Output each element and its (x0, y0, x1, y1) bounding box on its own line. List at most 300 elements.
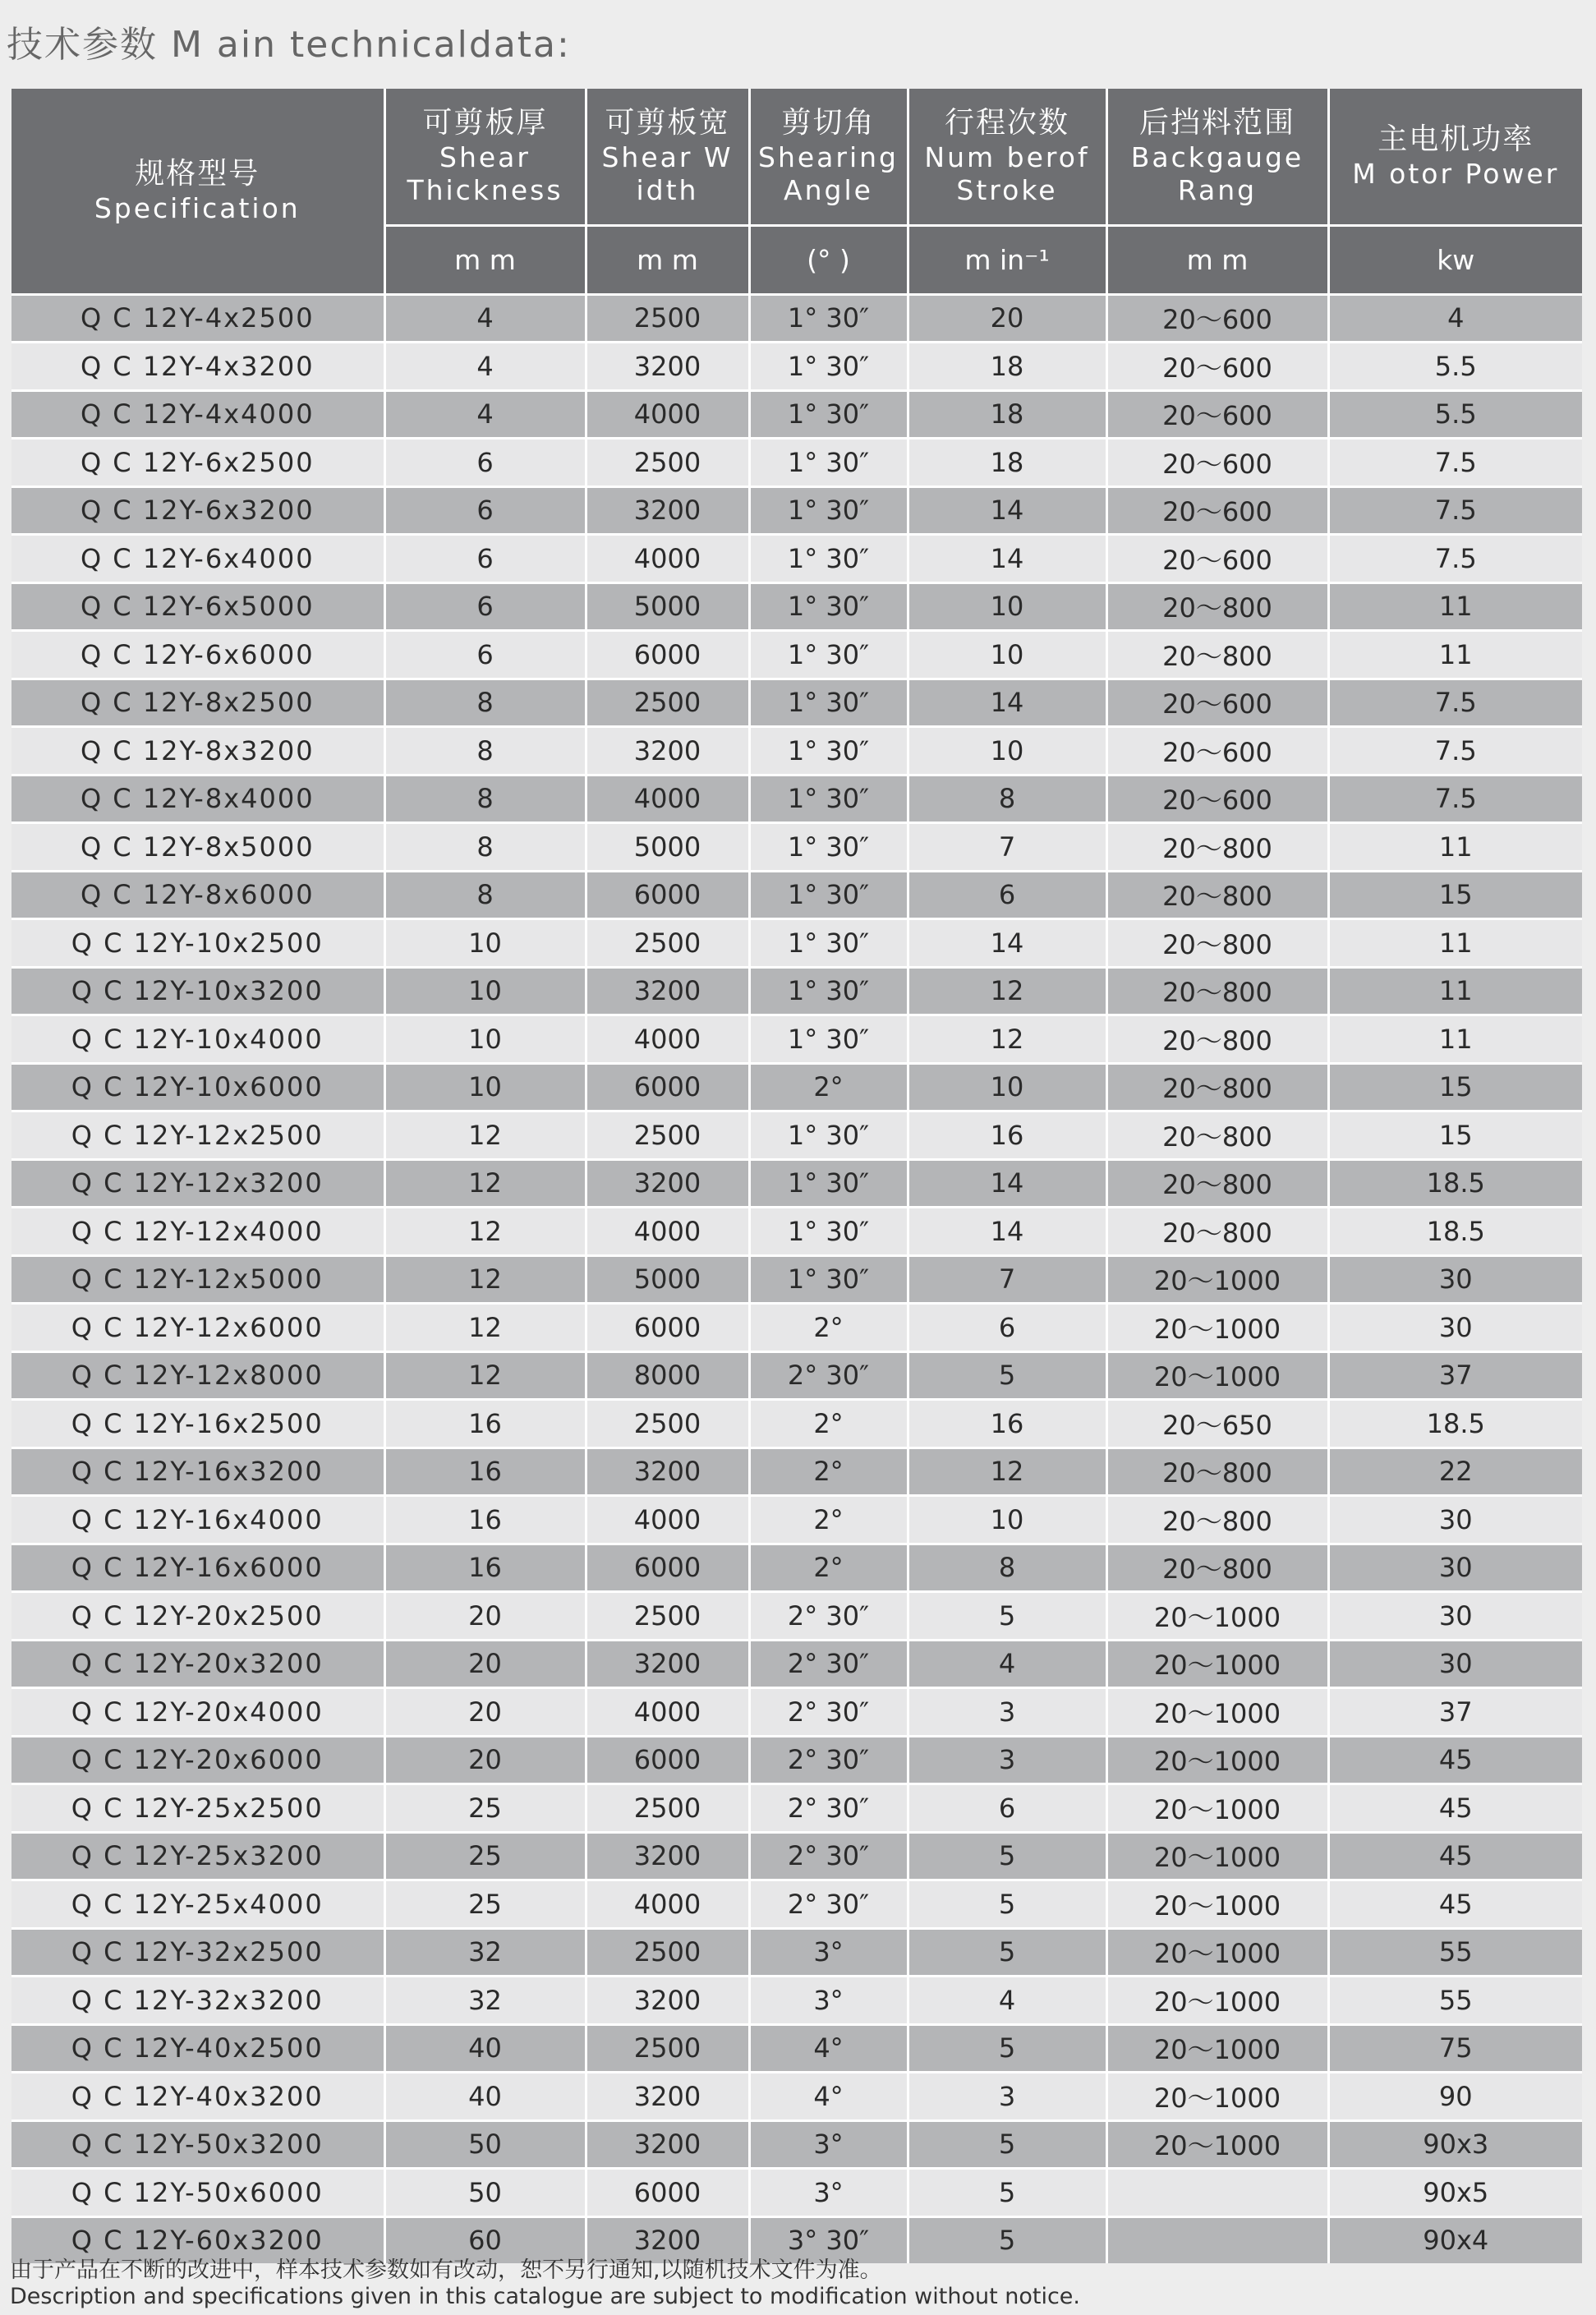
cell-number-of-stroke: 14 (908, 679, 1106, 727)
cell-shear-thickness: 6 (384, 582, 586, 631)
header-specification (11, 89, 384, 294)
unit-number-of-stroke: m in⁻¹ (908, 225, 1106, 294)
cell-shear-width: 4000 (586, 1496, 749, 1544)
table-row (11, 1255, 1582, 1304)
cell-shear-thickness: 32 (384, 1977, 586, 2025)
cell-motor-power: 30 (1328, 1496, 1582, 1544)
cell-shear-width: 2500 (586, 679, 749, 727)
cell-backgauge-range: 20～1000 (1106, 1304, 1328, 1352)
cell-number-of-stroke: 10 (908, 631, 1106, 679)
cell-motor-power: 11 (1328, 631, 1582, 679)
cell-motor-power: 45 (1328, 1736, 1582, 1784)
cell-motor-power: 7.5 (1328, 439, 1582, 487)
cell-number-of-stroke: 16 (908, 1400, 1106, 1448)
cell-backgauge-range: 20～1000 (1106, 1880, 1328, 1929)
cell-shearing-angle: 3° (749, 1977, 908, 2025)
cell-motor-power: 90x5 (1328, 2169, 1582, 2217)
cell-number-of-stroke: 14 (908, 1208, 1106, 1256)
cell-shearing-angle: 3° 30″ (749, 2216, 908, 2263)
cell-number-of-stroke: 14 (908, 919, 1106, 968)
cell-specification: Q C 12Y-8x6000 (11, 871, 384, 919)
cell-specification: Q C 12Y-10x4000 (11, 1015, 384, 1064)
table-row (11, 1977, 1582, 2025)
cell-specification: Q C 12Y-32x3200 (11, 1977, 384, 2025)
cell-motor-power: 7.5 (1328, 535, 1582, 583)
cell-backgauge-range: 20～600 (1106, 390, 1328, 439)
cell-number-of-stroke: 5 (908, 2216, 1106, 2263)
cell-shear-width: 3200 (586, 2120, 749, 2169)
cell-motor-power: 18.5 (1328, 1208, 1582, 1256)
cell-number-of-stroke: 20 (908, 294, 1106, 343)
cell-shearing-angle: 1° 30″ (749, 1208, 908, 1256)
cell-number-of-stroke: 5 (908, 2024, 1106, 2073)
footer-notice-en: Description and specifications given in this catalogue are subject to modification without notice. (10, 2284, 1081, 2309)
cell-shear-thickness: 16 (384, 1447, 586, 1496)
cell-motor-power: 22 (1328, 1447, 1582, 1496)
cell-backgauge-range: 20～1000 (1106, 2120, 1328, 2169)
cell-shear-width: 3200 (586, 2216, 749, 2263)
cell-motor-power: 5.5 (1328, 343, 1582, 391)
cell-shear-width: 3200 (586, 1447, 749, 1496)
cell-backgauge-range: 20～600 (1106, 294, 1328, 343)
technical-data-table (11, 89, 1582, 2263)
cell-shear-thickness: 16 (384, 1496, 586, 1544)
table-row (11, 1544, 1582, 1592)
cell-backgauge-range: 20～800 (1106, 967, 1328, 1015)
cell-specification: Q C 12Y-6x3200 (11, 486, 384, 535)
cell-number-of-stroke: 3 (908, 2073, 1106, 2121)
cell-specification: Q C 12Y-20x3200 (11, 1640, 384, 1688)
cell-shearing-angle: 2° 30″ (749, 1880, 908, 1929)
cell-shearing-angle: 2° (749, 1447, 908, 1496)
header-label-en: M otor Power (1352, 158, 1560, 191)
cell-shear-width: 4000 (586, 1880, 749, 1929)
cell-motor-power: 11 (1328, 967, 1582, 1015)
cell-backgauge-range: 20～1000 (1106, 1351, 1328, 1400)
cell-number-of-stroke: 7 (908, 1255, 1106, 1304)
cell-shear-thickness: 16 (384, 1400, 586, 1448)
table-row (11, 1111, 1582, 1160)
cell-motor-power: 37 (1328, 1688, 1582, 1737)
cell-shearing-angle: 2° (749, 1304, 908, 1352)
header-shear-thickness (384, 89, 586, 225)
cell-shear-thickness: 25 (384, 1880, 586, 1929)
cell-motor-power: 15 (1328, 1111, 1582, 1160)
cell-shear-thickness: 50 (384, 2169, 586, 2217)
cell-number-of-stroke: 18 (908, 390, 1106, 439)
cell-number-of-stroke: 12 (908, 1015, 1106, 1064)
table-row (11, 1496, 1582, 1544)
table-row (11, 727, 1582, 776)
cell-shearing-angle: 1° 30″ (749, 1255, 908, 1304)
cell-shearing-angle: 1° 30″ (749, 1015, 908, 1064)
cell-backgauge-range: 20～1000 (1106, 2024, 1328, 2073)
cell-specification: Q C 12Y-40x3200 (11, 2073, 384, 2121)
cell-number-of-stroke: 12 (908, 1447, 1106, 1496)
cell-shear-thickness: 10 (384, 1063, 586, 1111)
table-row (11, 1688, 1582, 1737)
cell-shearing-angle: 1° 30″ (749, 582, 908, 631)
cell-number-of-stroke: 5 (908, 1928, 1106, 1977)
cell-specification: Q C 12Y-16x2500 (11, 1400, 384, 1448)
cell-specification: Q C 12Y-10x2500 (11, 919, 384, 968)
cell-shear-width: 2500 (586, 919, 749, 968)
cell-specification: Q C 12Y-12x6000 (11, 1304, 384, 1352)
table-row (11, 1592, 1582, 1641)
cell-number-of-stroke: 8 (908, 1544, 1106, 1592)
cell-motor-power: 11 (1328, 1015, 1582, 1064)
cell-shear-width: 2500 (586, 2024, 749, 2073)
cell-shear-thickness: 8 (384, 679, 586, 727)
cell-specification: Q C 12Y-50x3200 (11, 2120, 384, 2169)
unit-shearing-angle: (° ) (749, 225, 908, 294)
cell-shear-width: 5000 (586, 1255, 749, 1304)
cell-shear-thickness: 60 (384, 2216, 586, 2263)
cell-shear-thickness: 40 (384, 2024, 586, 2073)
cell-shearing-angle: 1° 30″ (749, 1159, 908, 1208)
cell-shear-width: 3200 (586, 486, 749, 535)
cell-shear-width: 6000 (586, 871, 749, 919)
cell-shear-width: 4000 (586, 1688, 749, 1737)
cell-shear-width: 3200 (586, 1832, 749, 1880)
header-label-cn: 后挡料范围 (1138, 106, 1295, 140)
cell-backgauge-range: 20～800 (1106, 1159, 1328, 1208)
cell-motor-power: 90x4 (1328, 2216, 1582, 2263)
header-label-cn: 可剪板宽 (605, 106, 730, 140)
cell-shear-thickness: 6 (384, 486, 586, 535)
cell-shearing-angle: 1° 30″ (749, 1111, 908, 1160)
cell-number-of-stroke: 5 (908, 1880, 1106, 1929)
cell-specification: Q C 12Y-12x3200 (11, 1159, 384, 1208)
cell-backgauge-range: 20～600 (1106, 775, 1328, 823)
cell-specification: Q C 12Y-25x3200 (11, 1832, 384, 1880)
cell-number-of-stroke: 5 (908, 1592, 1106, 1641)
cell-shearing-angle: 2° 30″ (749, 1736, 908, 1784)
cell-backgauge-range: 20～800 (1106, 1015, 1328, 1064)
cell-shearing-angle: 2° (749, 1544, 908, 1592)
cell-motor-power: 5.5 (1328, 390, 1582, 439)
cell-shear-thickness: 12 (384, 1255, 586, 1304)
cell-shear-thickness: 8 (384, 871, 586, 919)
table-row (11, 679, 1582, 727)
header-label-cn: 规格型号 (135, 157, 260, 191)
cell-backgauge-range: 20～1000 (1106, 1255, 1328, 1304)
cell-shear-width: 2500 (586, 294, 749, 343)
cell-number-of-stroke: 6 (908, 1304, 1106, 1352)
cell-shear-width: 6000 (586, 1544, 749, 1592)
cell-motor-power: 4 (1328, 294, 1582, 343)
cell-specification: Q C 12Y-6x4000 (11, 535, 384, 583)
cell-backgauge-range: 20～1000 (1106, 1784, 1328, 1833)
cell-number-of-stroke: 3 (908, 1688, 1106, 1737)
cell-backgauge-range: 20～800 (1106, 1063, 1328, 1111)
cell-backgauge-range: 20～800 (1106, 1208, 1328, 1256)
table-row (11, 2073, 1582, 2121)
footer-notice-cn: 由于产品在不断的改进中，样本技术参数如有改动，恕不另行通知,以随机技术文件为准。 (10, 2257, 882, 2283)
table-row (11, 1880, 1582, 1929)
cell-motor-power: 37 (1328, 1351, 1582, 1400)
cell-shear-thickness: 20 (384, 1592, 586, 1641)
cell-motor-power: 45 (1328, 1880, 1582, 1929)
cell-shear-width: 3200 (586, 2073, 749, 2121)
cell-backgauge-range: 20～1000 (1106, 1736, 1328, 1784)
cell-shearing-angle: 2° 30″ (749, 1688, 908, 1737)
cell-shear-width: 3200 (586, 1977, 749, 2025)
cell-shear-thickness: 12 (384, 1208, 586, 1256)
cell-number-of-stroke: 6 (908, 1784, 1106, 1833)
cell-number-of-stroke: 8 (908, 775, 1106, 823)
header-label-en: Shearing Angle (758, 141, 899, 207)
cell-specification: Q C 12Y-8x4000 (11, 775, 384, 823)
cell-shearing-angle: 1° 30″ (749, 439, 908, 487)
cell-specification: Q C 12Y-32x2500 (11, 1928, 384, 1977)
cell-shear-thickness: 8 (384, 823, 586, 872)
cell-backgauge-range: 20～1000 (1106, 1592, 1328, 1641)
cell-specification: Q C 12Y-8x3200 (11, 727, 384, 776)
cell-shearing-angle: 1° 30″ (749, 486, 908, 535)
table-row (11, 1640, 1582, 1688)
cell-number-of-stroke: 5 (908, 2120, 1106, 2169)
cell-number-of-stroke: 4 (908, 1640, 1106, 1688)
cell-motor-power: 55 (1328, 1928, 1582, 1977)
cell-number-of-stroke: 10 (908, 582, 1106, 631)
cell-motor-power: 7.5 (1328, 727, 1582, 776)
footer-notice (10, 2257, 1587, 2310)
table-row (11, 2216, 1582, 2263)
cell-specification: Q C 12Y-16x6000 (11, 1544, 384, 1592)
cell-motor-power: 90x3 (1328, 2120, 1582, 2169)
cell-specification: Q C 12Y-8x2500 (11, 679, 384, 727)
cell-specification: Q C 12Y-4x3200 (11, 343, 384, 391)
table-row (11, 1832, 1582, 1880)
header-backgauge-range (1106, 89, 1328, 225)
cell-shear-thickness: 20 (384, 1736, 586, 1784)
cell-shear-width: 3200 (586, 967, 749, 1015)
cell-backgauge-range: 20～1000 (1106, 2073, 1328, 2121)
table-header (11, 89, 1582, 294)
cell-shearing-angle: 1° 30″ (749, 871, 908, 919)
cell-motor-power: 30 (1328, 1255, 1582, 1304)
cell-shearing-angle: 2° 30″ (749, 1351, 908, 1400)
table-row (11, 535, 1582, 583)
header-label-en: Backgauge Rang (1130, 141, 1304, 207)
cell-motor-power: 55 (1328, 1977, 1582, 2025)
cell-shearing-angle: 3° (749, 2169, 908, 2217)
technical-data-table-wrap (11, 89, 1582, 2263)
cell-motor-power: 11 (1328, 823, 1582, 872)
cell-shear-width: 3200 (586, 727, 749, 776)
table-row (11, 343, 1582, 391)
cell-number-of-stroke: 18 (908, 343, 1106, 391)
cell-motor-power: 45 (1328, 1784, 1582, 1833)
cell-specification: Q C 12Y-25x4000 (11, 1880, 384, 1929)
cell-shearing-angle: 4° (749, 2073, 908, 2121)
cell-number-of-stroke: 10 (908, 727, 1106, 776)
cell-specification: Q C 12Y-60x3200 (11, 2216, 384, 2263)
cell-specification: Q C 12Y-40x2500 (11, 2024, 384, 2073)
cell-specification: Q C 12Y-6x5000 (11, 582, 384, 631)
table-row (11, 1063, 1582, 1111)
cell-backgauge-range: 20～800 (1106, 631, 1328, 679)
header-label-cn: 主电机功率 (1378, 122, 1534, 157)
cell-backgauge-range: 20～600 (1106, 727, 1328, 776)
cell-backgauge-range: 20～1000 (1106, 1832, 1328, 1880)
cell-shearing-angle: 1° 30″ (749, 535, 908, 583)
cell-number-of-stroke: 3 (908, 1736, 1106, 1784)
cell-shear-thickness: 4 (384, 294, 586, 343)
cell-number-of-stroke: 18 (908, 439, 1106, 487)
cell-number-of-stroke: 5 (908, 1832, 1106, 1880)
cell-shear-width: 2500 (586, 1784, 749, 1833)
cell-specification: Q C 12Y-50x6000 (11, 2169, 384, 2217)
cell-specification: Q C 12Y-12x5000 (11, 1255, 384, 1304)
cell-specification: Q C 12Y-20x2500 (11, 1592, 384, 1641)
cell-motor-power: 15 (1328, 871, 1582, 919)
cell-shear-thickness: 6 (384, 535, 586, 583)
cell-motor-power: 18.5 (1328, 1159, 1582, 1208)
cell-number-of-stroke: 16 (908, 1111, 1106, 1160)
header-number-of-stroke (908, 89, 1106, 225)
table-row (11, 1304, 1582, 1352)
cell-shear-width: 5000 (586, 823, 749, 872)
header-shear-width (586, 89, 749, 225)
cell-specification: Q C 12Y-12x2500 (11, 1111, 384, 1160)
cell-backgauge-range: 20～800 (1106, 919, 1328, 968)
cell-shear-width: 2500 (586, 1928, 749, 1977)
cell-backgauge-range: 20～800 (1106, 871, 1328, 919)
table-row (11, 1784, 1582, 1833)
cell-shearing-angle: 1° 30″ (749, 343, 908, 391)
cell-motor-power: 30 (1328, 1544, 1582, 1592)
header-label-en: Num berof Stroke (924, 141, 1090, 207)
cell-motor-power: 30 (1328, 1592, 1582, 1641)
cell-shearing-angle: 2° 30″ (749, 1832, 908, 1880)
unit-shear-width: m m (586, 225, 749, 294)
cell-shear-width: 4000 (586, 535, 749, 583)
table-row (11, 1400, 1582, 1448)
table-row (11, 486, 1582, 535)
cell-specification: Q C 12Y-10x3200 (11, 967, 384, 1015)
cell-backgauge-range: 20～1000 (1106, 1688, 1328, 1737)
cell-backgauge-range: 20～800 (1106, 1544, 1328, 1592)
header-label-cn: 剪切角 (781, 106, 876, 140)
table-row (11, 1351, 1582, 1400)
cell-shear-thickness: 8 (384, 775, 586, 823)
header-label-cn: 行程次数 (944, 106, 1069, 140)
cell-shearing-angle: 2° 30″ (749, 1640, 908, 1688)
header-label-en: Shear W idth (601, 141, 734, 207)
cell-shearing-angle: 1° 30″ (749, 631, 908, 679)
table-row (11, 823, 1582, 872)
cell-shearing-angle: 3° (749, 1928, 908, 1977)
cell-shearing-angle: 1° 30″ (749, 679, 908, 727)
cell-shearing-angle: 2° (749, 1063, 908, 1111)
cell-shear-width: 6000 (586, 1304, 749, 1352)
table-row (11, 1447, 1582, 1496)
cell-specification: Q C 12Y-20x6000 (11, 1736, 384, 1784)
cell-motor-power: 7.5 (1328, 486, 1582, 535)
cell-shear-width: 6000 (586, 1063, 749, 1111)
cell-backgauge-range: 20～600 (1106, 343, 1328, 391)
cell-number-of-stroke: 12 (908, 967, 1106, 1015)
cell-backgauge-range: 20～1000 (1106, 1928, 1328, 1977)
cell-motor-power: 45 (1328, 1832, 1582, 1880)
table-body (11, 294, 1582, 2263)
cell-shear-thickness: 6 (384, 631, 586, 679)
cell-shear-thickness: 6 (384, 439, 586, 487)
header-shearing-angle (749, 89, 908, 225)
table-row (11, 582, 1582, 631)
table-row (11, 294, 1582, 343)
cell-shear-thickness: 10 (384, 919, 586, 968)
cell-shearing-angle: 1° 30″ (749, 294, 908, 343)
table-row (11, 631, 1582, 679)
cell-specification: Q C 12Y-12x4000 (11, 1208, 384, 1256)
cell-shear-width: 6000 (586, 2169, 749, 2217)
unit-shear-thickness: m m (384, 225, 586, 294)
table-row (11, 2120, 1582, 2169)
cell-shear-width: 2500 (586, 1592, 749, 1641)
cell-shear-width: 4000 (586, 1015, 749, 1064)
cell-shear-width: 4000 (586, 775, 749, 823)
cell-number-of-stroke: 6 (908, 871, 1106, 919)
cell-shear-thickness: 16 (384, 1544, 586, 1592)
cell-specification: Q C 12Y-16x4000 (11, 1496, 384, 1544)
cell-shear-thickness: 50 (384, 2120, 586, 2169)
cell-shearing-angle: 2° 30″ (749, 1784, 908, 1833)
cell-shear-width: 4000 (586, 390, 749, 439)
cell-motor-power: 11 (1328, 919, 1582, 968)
cell-specification: Q C 12Y-8x5000 (11, 823, 384, 872)
cell-shear-width: 3200 (586, 1159, 749, 1208)
cell-shear-thickness: 10 (384, 1015, 586, 1064)
table-row (11, 439, 1582, 487)
cell-specification: Q C 12Y-6x2500 (11, 439, 384, 487)
table-row (11, 390, 1582, 439)
cell-number-of-stroke: 4 (908, 1977, 1106, 2025)
cell-shear-thickness: 4 (384, 390, 586, 439)
cell-shearing-angle: 1° 30″ (749, 775, 908, 823)
cell-number-of-stroke: 5 (908, 1351, 1106, 1400)
cell-shear-thickness: 12 (384, 1111, 586, 1160)
cell-shearing-angle: 1° 30″ (749, 390, 908, 439)
cell-shear-width: 8000 (586, 1351, 749, 1400)
table-row (11, 2169, 1582, 2217)
cell-number-of-stroke: 5 (908, 2169, 1106, 2217)
cell-specification: Q C 12Y-4x4000 (11, 390, 384, 439)
cell-motor-power: 30 (1328, 1304, 1582, 1352)
cell-backgauge-range: 20～1000 (1106, 1640, 1328, 1688)
header-motor-power (1328, 89, 1582, 225)
header-label-en: Shear Thickness (407, 141, 563, 207)
cell-backgauge-range: 20～600 (1106, 535, 1328, 583)
cell-shear-width: 6000 (586, 1736, 749, 1784)
cell-motor-power: 75 (1328, 2024, 1582, 2073)
cell-shearing-angle: 1° 30″ (749, 919, 908, 968)
cell-number-of-stroke: 10 (908, 1496, 1106, 1544)
unit-motor-power: kw (1328, 225, 1582, 294)
cell-motor-power: 7.5 (1328, 775, 1582, 823)
cell-shearing-angle: 4° (749, 2024, 908, 2073)
table-row (11, 1736, 1582, 1784)
cell-shearing-angle: 1° 30″ (749, 967, 908, 1015)
unit-backgauge-range: m m (1106, 225, 1328, 294)
cell-shear-width: 5000 (586, 582, 749, 631)
cell-backgauge-range: 20～800 (1106, 1496, 1328, 1544)
cell-shear-width: 2500 (586, 1400, 749, 1448)
cell-shear-width: 6000 (586, 631, 749, 679)
cell-backgauge-range: 20～800 (1106, 1111, 1328, 1160)
